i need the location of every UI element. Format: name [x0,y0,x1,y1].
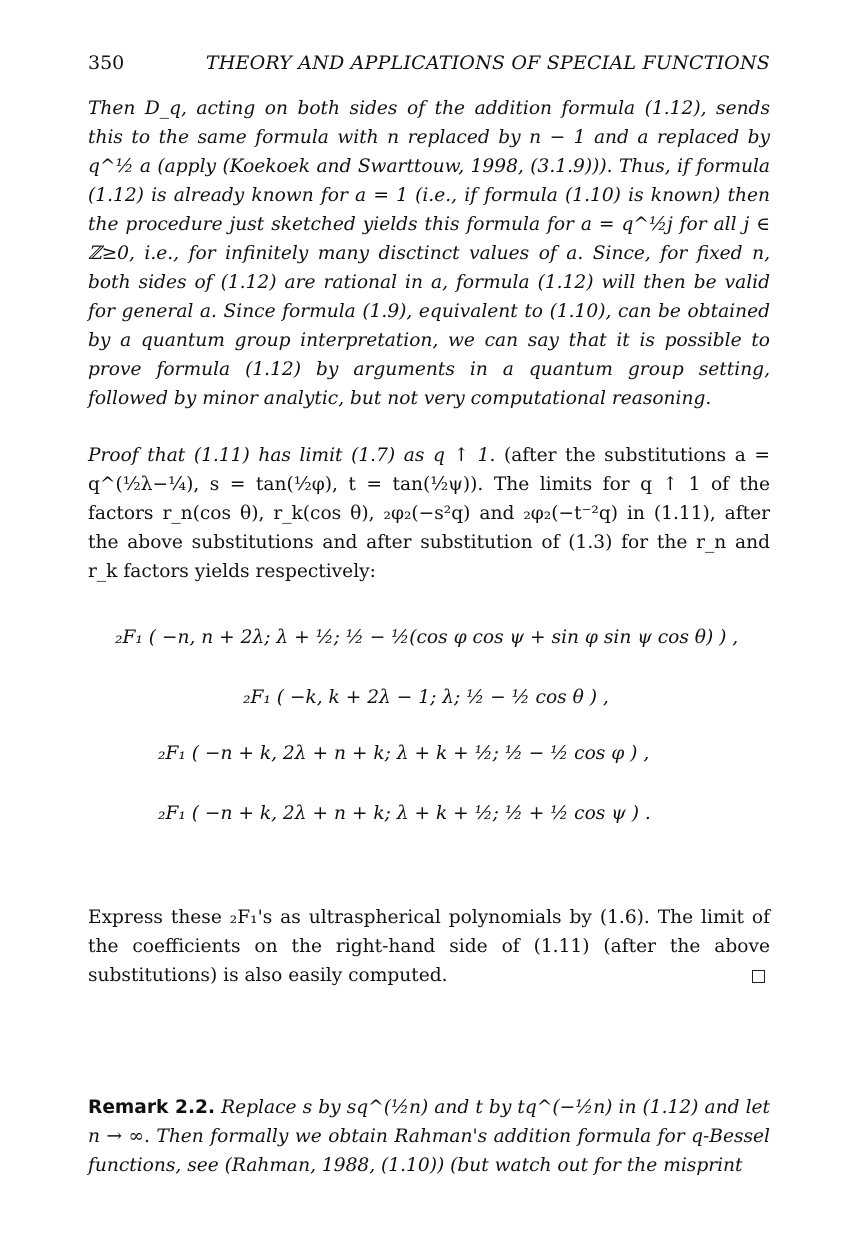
equation-3: ₂F₁ ( −n + k, 2λ + n + k; λ + k + ½; ½ − ½ cos φ ) , [158,743,650,764]
remark-text: Replace s by sq^(½n) and t by tq^(−½n) in (1.12) and let n → ∞. Then formally we obtain Rahman's addition formula for q-Bessel functions, see (Rahman, 1988, (1.10)) (but watch out for the misprint [88,1097,770,1176]
running-header [88,52,770,78]
qed-box-icon [752,970,765,983]
proof-substitution: (after the substitutions a = q^(½λ−¼), s = tan(½φ), t = tan(½ψ)). [88,445,770,495]
equation-4: ₂F₁ ( −n + k, 2λ + n + k; λ + k + ½; ½ + ½ cos ψ ) . [158,803,651,824]
equation-1: ₂F₁ ( −n, n + 2λ; λ + ½; ½ − ½(cos φ cos ψ + sin φ sin ψ cos θ) ) , [115,627,739,648]
running-title: THEORY AND APPLICATIONS OF SPECIAL FUNCTIONS [205,52,770,74]
equation-block [0,615,856,875]
page-number: 350 [88,52,125,74]
remark-label: Remark 2.2. [88,1097,216,1118]
proof-paragraph [88,441,770,586]
proof-heading: Proof that (1.11) has limit (1.7) as q ↑ 1. [88,445,496,466]
remark-paragraph [88,1093,770,1180]
paragraph-addition-formula: Then D_q, acting on both sides of the addition formula (1.12), sends this to the same formula with n replaced by n − 1 and a replaced by q^½ a (apply (Koekoek and Swarttouw, 1998, (3.1.9))). Thus, if formula (1.12) is already known for a = 1 (i.e., if formula (1.10) is known) then the procedure just sketched yields this formula for a = q^½j for all j ∈ ℤ≥0, i.e., for infinitely many disctinct values of a. Since, for fixed n, both sides of (1.12) are rational in a, formula (1.12) will then be valid for general a. Since formula (1.9), equivalent to (1.10), can be obtained by a quantum group interpretation, we can say that it is possible to prove formula (1.12) by arguments in a quantum group setting, followed by minor analytic, but not very computational reasoning. [88,98,770,409]
closing-paragraph: Express these ₂F₁'s as ultraspherical polynomials by (1.6). The limit of the coefficients on the right-hand side of (1.11) (after the above substitutions) is also easily computed. [88,907,770,986]
equation-2: ₂F₁ ( −k, k + 2λ − 1; λ; ½ − ½ cos θ ) , [243,687,609,708]
proof-body: The limits for q ↑ 1 of the factors r_n(cos θ), r_k(cos θ), ₂φ₂(−s²q) and ₂φ₂(−t⁻²q) in (1.11), after the above substitutions and after substitution of (1.3) for the r_n and r_k factors yields respectively: [88,474,770,582]
